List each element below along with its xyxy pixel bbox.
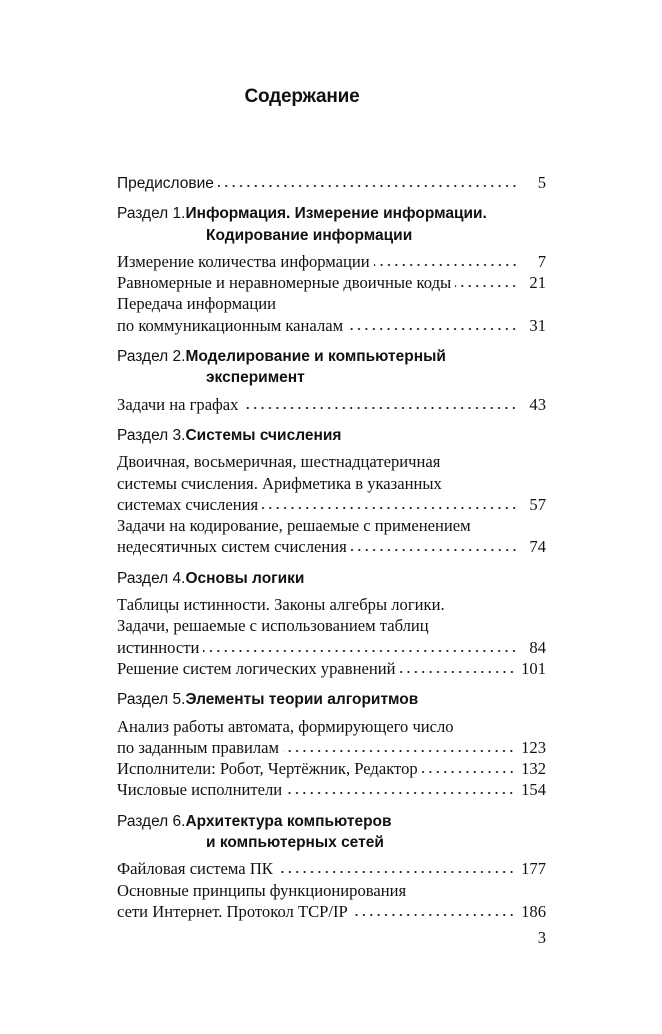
toc-entry[interactable]	[117, 251, 546, 272]
toc-entry-title: системах счисления	[117, 494, 259, 514]
toc-entry-title: системы счисления. Арифметика в указанных	[117, 473, 442, 493]
toc-page-number: 43	[529, 394, 546, 414]
toc-entry-line	[117, 858, 546, 879]
toc-entry-title: Файловая система ПК	[117, 859, 273, 879]
section-heading-line	[117, 367, 546, 388]
toc-entry-line	[117, 473, 546, 494]
toc-entry-title: Числовые исполнители	[117, 780, 283, 800]
toc-page-number: 5	[537, 173, 546, 192]
toc-entry-line	[117, 779, 546, 800]
toc-entry-line	[117, 758, 546, 779]
dot-leader	[455, 284, 518, 288]
dot-leader	[242, 406, 518, 410]
toc-entry-title: Предисловие	[117, 175, 214, 192]
section-heading-line	[117, 203, 546, 224]
toc-entry-line	[117, 594, 546, 615]
toc-entry-line	[117, 880, 546, 901]
section-heading	[117, 811, 546, 854]
toc-page-number: 57	[529, 494, 546, 514]
dot-leader	[347, 327, 518, 331]
toc-entry[interactable]	[117, 758, 546, 779]
toc-entry-line	[117, 272, 546, 293]
toc-entry-line	[117, 716, 546, 737]
toc-entry-title: истинности	[117, 637, 200, 657]
toc-entry-line	[117, 658, 546, 679]
section-title: Информация. Измерение информации.	[185, 205, 487, 223]
toc-entry-title: Анализ работы автомата, формирующего число	[117, 716, 454, 736]
toc-entry-title: по заданным правилам	[117, 737, 280, 757]
section-heading-line	[117, 425, 546, 446]
dot-leader	[203, 649, 518, 653]
dot-leader	[400, 670, 516, 674]
toc-entry-title: Задачи на графах	[117, 394, 239, 414]
toc-entry-title: Решение систем логических уравнений	[117, 658, 396, 678]
table-of-contents	[117, 172, 546, 922]
section-heading	[117, 568, 546, 589]
toc-entry-line	[117, 251, 546, 272]
toc-entry-line	[117, 494, 546, 515]
section-title: эксперимент	[206, 369, 305, 387]
toc-entry-line	[117, 737, 546, 758]
toc-page-number: 123	[521, 737, 546, 757]
toc-entry[interactable]	[117, 293, 546, 336]
section-number: Раздел 4.	[117, 569, 186, 587]
toc-page-number: 31	[529, 315, 546, 335]
toc-entry[interactable]	[117, 451, 546, 515]
dot-leader	[352, 913, 515, 917]
toc-entry-line	[117, 394, 546, 415]
toc-page-number: 177	[521, 859, 546, 879]
section-number: Раздел 2.	[117, 348, 186, 366]
toc-entry-title: недесятичных систем счисления	[117, 537, 347, 557]
section-number: Раздел 6.	[117, 812, 186, 830]
dot-leader	[286, 791, 515, 795]
toc-page-number: 7	[537, 251, 546, 271]
section-heading-line	[117, 811, 546, 832]
toc-entry[interactable]	[117, 880, 546, 923]
dot-leader	[277, 870, 515, 874]
toc-entry-title: Основные принципы функционирования	[117, 880, 407, 900]
toc-entry-line	[117, 901, 546, 922]
toc-page-number: 21	[529, 273, 546, 293]
toc-entry-title: Передача информации	[117, 294, 277, 314]
toc-page-number: 154	[521, 780, 546, 800]
toc-page-number: 74	[529, 537, 546, 557]
toc-entry-line	[117, 536, 546, 557]
toc-page-number: 84	[529, 637, 546, 657]
toc-entry-title: Таблицы истинности. Законы алгебры логики.	[117, 595, 445, 615]
section-title: и компьютерных сетей	[206, 834, 384, 852]
toc-entry-title: по коммуникационным каналам	[117, 315, 344, 335]
section-heading	[117, 203, 546, 246]
toc-page-number: 101	[521, 658, 546, 678]
toc-entry[interactable]	[117, 858, 546, 879]
dot-leader	[262, 506, 518, 510]
toc-entry-title: Равномерные и неравномерные двоичные коды	[117, 273, 452, 293]
section-title: Архитектура компьютеров	[185, 812, 392, 830]
section-title: Моделирование и компьютерный	[185, 348, 446, 366]
toc-entry-title: Двоичная, восьмеричная, шестнадцатеричная	[117, 452, 441, 472]
toc-entry-line	[117, 315, 546, 336]
toc-entry[interactable]	[117, 716, 546, 759]
toc-entry-title: Задачи на кодирование, решаемые с применением	[117, 516, 471, 536]
section-number: Раздел 1.	[117, 205, 186, 223]
toc-entry-title: сети Интернет. Протокол TCP/IP	[117, 901, 348, 921]
dot-leader	[422, 770, 515, 774]
section-heading-line	[117, 832, 546, 853]
dot-leader	[374, 263, 518, 267]
section-title: Кодирование информации	[206, 226, 413, 244]
dot-leader	[283, 749, 515, 753]
toc-entry[interactable]	[117, 515, 546, 558]
section-heading	[117, 689, 546, 710]
toc-entry-line	[117, 615, 546, 636]
section-heading-line	[117, 346, 546, 367]
section-number: Раздел 3.	[117, 426, 186, 444]
toc-entry-line	[117, 515, 546, 536]
dot-leader	[218, 184, 518, 188]
toc-entry[interactable]	[117, 172, 546, 193]
toc-entry[interactable]	[117, 658, 546, 679]
toc-page-number: 132	[521, 759, 546, 779]
section-heading-line	[117, 568, 546, 589]
toc-entry-title: Исполнители: Робот, Чертёжник, Редактор	[117, 759, 418, 779]
toc-entry-line	[117, 637, 546, 658]
section-heading	[117, 346, 546, 389]
section-heading-line	[117, 689, 546, 710]
section-title: Системы счисления	[185, 426, 342, 444]
toc-entry[interactable]	[117, 779, 546, 800]
dot-leader	[351, 548, 518, 552]
section-title: Элементы теории алгоритмов	[185, 691, 419, 709]
toc-entry[interactable]	[117, 394, 546, 415]
toc-entry[interactable]	[117, 272, 546, 293]
section-heading	[117, 425, 546, 446]
toc-entry-line	[117, 293, 546, 314]
toc-entry-title: Задачи, решаемые с использованием таблиц	[117, 616, 429, 636]
page-number: 3	[537, 928, 546, 947]
section-number: Раздел 5.	[117, 691, 186, 709]
toc-entry[interactable]	[117, 594, 546, 658]
toc-entry-line	[117, 172, 546, 193]
toc-page-number: 186	[521, 901, 546, 921]
page-title: Содержание	[244, 86, 360, 107]
toc-entry-title: Измерение количества информации	[117, 251, 370, 271]
section-heading-line	[117, 225, 546, 246]
toc-entry-line	[117, 451, 546, 472]
section-title: Основы логики	[185, 569, 305, 587]
